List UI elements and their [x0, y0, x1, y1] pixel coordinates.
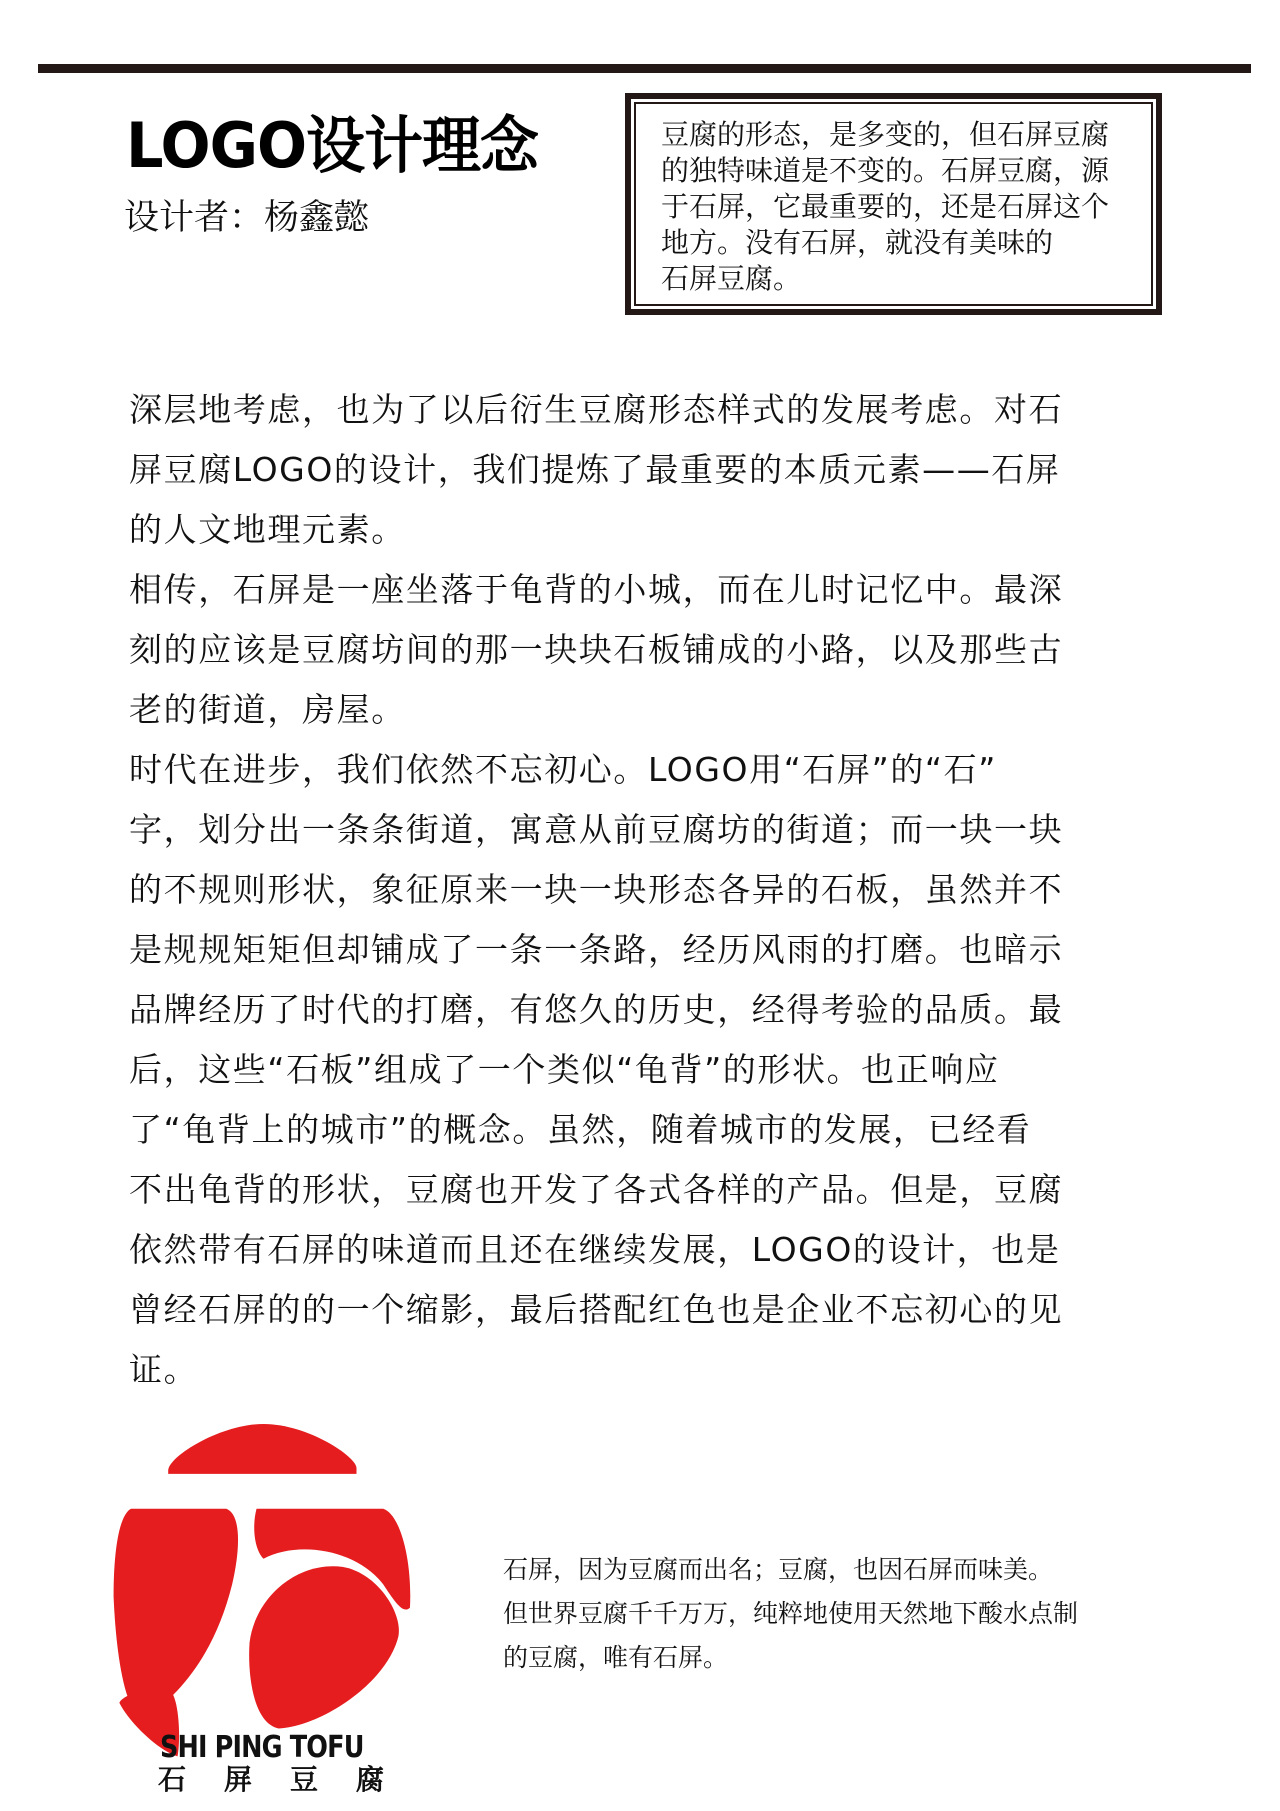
logo-cap-shape	[168, 1424, 356, 1474]
body-line: 屏豆腐LOGO的设计，我们提炼了最重要的本质元素——石屏	[129, 450, 1061, 489]
quote-line: 的独特味道是不变的。石屏豆腐，源	[661, 154, 1110, 187]
logo-brand-english: SHI PING TOFU	[160, 1730, 364, 1765]
quote-box	[625, 93, 1162, 315]
designer-credit: 设计者：杨鑫懿	[124, 198, 370, 238]
logo-caption	[503, 1548, 1078, 1680]
body-line: 相传，石屏是一座坐落于龟背的小城，而在儿时记忆中。最深	[129, 570, 1064, 609]
body-line: 的人文地理元素。	[129, 510, 406, 549]
body-line: 深层地考虑，也为了以后衍生豆腐形态样式的发展考虑。对石	[129, 390, 1064, 429]
body-line: 字，划分出一条条街道，寓意从前豆腐坊的街道；而一块一块	[129, 810, 1064, 849]
quote-line: 地方。没有石屏，就没有美味的	[661, 226, 1054, 259]
logo-left-stone	[114, 1509, 238, 1718]
body-line: 是规规矩矩但却铺成了一条一条路，经历风雨的打磨。也暗示	[129, 930, 1064, 969]
body-line: 品牌经历了时代的打磨，有悠久的历史，经得考验的品质。最	[129, 990, 1064, 1029]
body-line: 老的街道，房屋。	[129, 690, 406, 729]
quote-line: 于石屏，它最重要的，还是石屏这个	[661, 190, 1110, 223]
body-line: 曾经石屏的的一个缩影，最后搭配红色也是企业不忘初心的见	[129, 1290, 1064, 1329]
body-line: 不出龟背的形状，豆腐也开发了各式各样的产品。但是，豆腐	[129, 1170, 1064, 1209]
top-divider-bar	[38, 64, 1251, 73]
quote-text	[661, 117, 1109, 297]
body-line: 了“龟背上的城市”的概念。虽然，随着城市的发展，已经看	[129, 1110, 1032, 1149]
body-line: 后，这些“石板”组成了一个类似“龟背”的形状。也正响应	[129, 1050, 1000, 1089]
page-title: LOGO设计理念	[126, 109, 538, 182]
body-line: 刻的应该是豆腐坊间的那一块块石板铺成的小路，以及那些古	[129, 630, 1064, 669]
body-line: 依然带有石屏的味道而且还在继续发展，LOGO的设计，也是	[129, 1230, 1061, 1269]
caption-line: 但世界豆腐千千万万，纯粹地使用天然地下酸水点制	[503, 1599, 1079, 1628]
logo-brand-chinese: 石屏豆腐	[158, 1763, 423, 1796]
caption-line: 的豆腐，唯有石屏。	[503, 1643, 729, 1672]
body-line: 证。	[129, 1350, 199, 1389]
body-text	[129, 380, 1063, 1400]
quote-line: 豆腐的形态，是多变的，但石屏豆腐	[661, 118, 1110, 151]
caption-line: 石屏，因为豆腐而出名；豆腐，也因石屏而味美。	[503, 1555, 1054, 1584]
body-line: 时代在进步，我们依然不忘初心。LOGO用“石屏”的“石”	[129, 750, 997, 789]
body-line: 的不规则形状，象征原来一块一块形态各异的石板，虽然并不	[129, 870, 1064, 909]
quote-line: 石屏豆腐。	[661, 262, 802, 295]
logo-large-stone	[249, 1566, 399, 1728]
